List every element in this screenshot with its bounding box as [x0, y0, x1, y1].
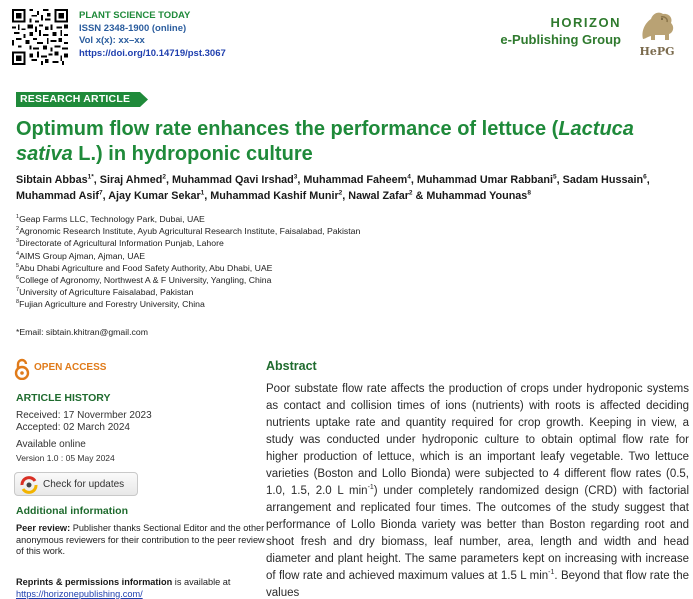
article-history-heading: ARTICLE HISTORY [16, 392, 111, 404]
author: Muhammad Younas$^8$ [426, 189, 531, 202]
publisher-line1: HORIZON [550, 15, 621, 30]
reprints-link[interactable]: https://horizonepublishing.com/ [16, 588, 143, 599]
journal-info [79, 10, 226, 60]
abstract-text: Poor substate flow rate affects the production of crops under hydroponic systems as contact and collision times of ions (nutrients) with roots is affected deciding nutrients uptake rate and quantity required for crop growth. Keeping in view, a study was conducted under hydroponic culture to obtain optimal flow rate for higher production of lettuce, which is an important leafy vegetable. Two lettuce varieties (Boston and Lollo Bionda) were subjected to 4 different flow rates (0.5, 1.0, 1.5, 2.0 L $\min^{-1}$) under completely randomized design (CRD) with factorial arrangement and replicated four times. The outcomes of the study suggest that performance of Lollo Bionda variety was better than Boston regarding root and shoot fresh and dry biomass, leaf number, area, length and width and head diameter and plant height. The same parameters kept on increasing with increase of flow rate and achieved maximum values at 1.5 L $\min^{-1}$. Beyond that flow rate the values [266, 383, 690, 599]
reprints-note: Reprints & permissions information is available at https://horizonepublishing.com/ [16, 577, 231, 599]
author: Muhammad Faheem$^4$, [303, 173, 417, 186]
title-italic: Lactuca sativa [16, 118, 634, 165]
author: Sibtain Abbas$^{1*}$, [16, 173, 100, 186]
author: Ajay Kumar Sekar$^1$, [108, 189, 211, 202]
author-list [16, 172, 688, 204]
author: Sadam Hussain$^6$, [562, 173, 650, 186]
accepted-date: Accepted: 02 March 2024 [16, 422, 130, 433]
affiliation: $^1$Geap Farms LLC, Technology Park, Dubai, UAE [16, 214, 205, 224]
abstract-heading: Abstract [266, 359, 317, 373]
affiliation: $^5$Abu Dhabi Agriculture and Food Safety Authority, Abu Dhabi, UAE [16, 262, 273, 273]
journal-name: PLANT SCIENCE TODAY [79, 10, 191, 21]
title-part2: L.) in hydroponic culture [72, 143, 313, 165]
open-access-label: OPEN ACCESS [34, 362, 107, 373]
version-info: Version 1.0 : 05 May 2024 [16, 453, 115, 463]
author: Siraj Ahmed$^2$, [99, 173, 172, 186]
affiliation-list [16, 213, 360, 311]
logo-text: HePG [639, 45, 675, 58]
available-online: Available online [16, 439, 86, 450]
received-date: Received: 17 Novermber 2023 [16, 410, 152, 421]
qr-code [12, 9, 68, 65]
check-for-updates-button[interactable] [14, 472, 138, 496]
additional-info-heading: Additional information [16, 505, 128, 517]
article-type-label: RESEARCH ARTICLE [20, 93, 131, 105]
affiliation: $^4$AIMS Group Ajman, Ajman, UAE [16, 250, 146, 261]
author: Nawal Zafar$^2$ & [348, 189, 427, 202]
affiliation: $^2$Agronomic Research Institute, Ayub Agricultural Research Institute, Faisalabad, Pakistan [16, 226, 361, 237]
publisher-line2: e-Publishing Group [500, 32, 621, 47]
check-updates-icon [19, 476, 39, 494]
check-updates-label: Check for updates [43, 479, 125, 490]
article-title [16, 117, 676, 167]
corresponding-email: *Email: sibtain.khitran@gmail.com [16, 327, 148, 337]
title-part1: Optimum flow rate enhances the performance of lettuce ( [16, 118, 559, 140]
journal-issn: ISSN 2348-1900 (online) [79, 22, 187, 34]
author: Muhammad Qavi Irshad$^3$, [171, 173, 304, 186]
peer-review-note: Peer review: Publisher thanks Sectional Editor and the other anonymous reviewers for their contribution to the peer review of this work. [16, 523, 265, 556]
doi-link[interactable]: https://doi.org/10.14719/pst.3067 [79, 47, 226, 59]
author: Muhammad Kashif Munir$^2$, [210, 189, 349, 202]
affiliation: $^8$Fujian Agriculture and Forestry University, China [16, 299, 205, 310]
affiliation: $^6$College of Agronomy, Northwest A & F University, Yangling, China [16, 275, 272, 286]
author: Muhammad Umar Rabbani$^5$, [416, 173, 563, 186]
affiliation: $^3$Directorate of Agricultural Information Punjab, Lahore [16, 238, 224, 249]
publisher-name [500, 14, 621, 48]
journal-volume: Vol x(x): xx–xx [79, 35, 145, 46]
lion-emblem-icon [635, 9, 679, 45]
publisher-logo [635, 9, 679, 57]
affiliation: $^7$University of Agriculture Faisalabad, Pakistan [16, 287, 194, 298]
author: Muhammad Asif$^7$, [16, 189, 109, 202]
open-lock-icon [14, 358, 30, 380]
article-type-badge [16, 92, 148, 107]
